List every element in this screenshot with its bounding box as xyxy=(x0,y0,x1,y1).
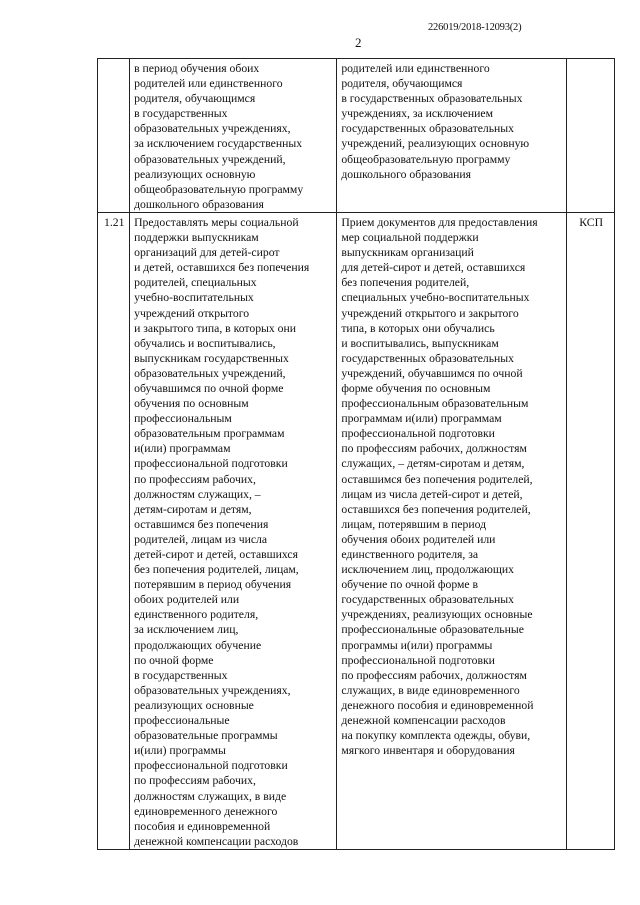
cell-text-line: потерявшим в период обучения xyxy=(134,578,292,592)
cell-text-line: учреждениях, реализующих основные xyxy=(341,608,533,622)
cell-text-line: продолжающих обучение xyxy=(134,638,262,652)
cell-text-line: дошкольного образования xyxy=(341,167,472,181)
cell-text-line: за исключением государственных xyxy=(134,137,303,151)
cell-text-line: детям-сиротам и детям, xyxy=(134,502,252,516)
cell-text-line: учреждений, обучавшимся по очной xyxy=(341,366,523,380)
cell-text-line: и(или) программам xyxy=(134,442,231,456)
cell-text-line: учреждений, реализующих основную xyxy=(341,137,530,151)
cell-text-line: родителей или единственного xyxy=(341,62,490,75)
cell-text-line: профессиональной подготовки xyxy=(341,427,495,441)
cell-text-line: лицам из числа детей-сирот и детей, xyxy=(341,487,523,501)
table-body xyxy=(98,59,615,850)
cell-text-line: учреждений открытого xyxy=(134,306,250,320)
cell-text-line: единственного родителя, за xyxy=(341,548,479,561)
cell-text-line: государственных образовательных xyxy=(341,122,514,136)
description-cell xyxy=(130,212,337,849)
cell-text-line: и закрытого типа, в которых они xyxy=(134,321,297,335)
cell-text-line: учреждениях, за исключением xyxy=(341,107,493,121)
cell-text-line: профессиональным образовательным xyxy=(341,397,529,411)
cell-text-line: образовательных учреждений, xyxy=(134,366,286,380)
cell-text-line: образовательным программам xyxy=(134,427,285,441)
cell-text-line: образовательных учреждениях, xyxy=(134,683,291,697)
cell-text-line: по очной форме xyxy=(134,653,214,667)
cell-text-line: поддержки выпускникам xyxy=(134,231,259,245)
cell-text-line: по профессиям рабочих, должностям xyxy=(341,442,527,456)
cell-text-line: родителя, обучающимся xyxy=(134,92,256,106)
cell-text-line: родителей или единственного xyxy=(134,77,283,91)
cell-text-line: реализующих основные xyxy=(134,698,254,712)
cell-text-line: должностям служащих, – xyxy=(134,487,261,501)
cell-text-line: и детей, оставшихся без попечения xyxy=(134,261,310,275)
cell-text-line: мягкого инвентаря и оборудования xyxy=(341,744,515,758)
cell-text-line: мер социальной поддержки xyxy=(341,231,479,245)
cell-text-line: образовательных учреждений, xyxy=(134,152,286,166)
cell-text-line: профессиональные xyxy=(134,714,230,728)
cell-text-line: профессиональным xyxy=(134,412,232,426)
cell-text-line: программам и(или) программам xyxy=(341,412,502,426)
cell-text-line: обучались и воспитывались, xyxy=(134,336,276,350)
cell-text-line: профессиональной подготовки xyxy=(341,653,495,667)
cell-text-line: образовательные программы xyxy=(134,729,278,743)
cell-text-line: в государственных образовательных xyxy=(341,92,523,106)
cell-text-line: родителей, специальных xyxy=(134,276,257,290)
cell-text-line: исключением лиц, продолжающих xyxy=(341,563,514,577)
cell-text-line: за исключением лиц, xyxy=(134,623,239,637)
services-table xyxy=(97,58,615,850)
cell-text-line: для детей-сирот и детей, оставшихся xyxy=(341,261,526,275)
cell-text-line: в государственных xyxy=(134,107,228,121)
cell-text-line: обучавшимся по очной форме xyxy=(134,381,284,395)
cell-text-line: типа, в которых они обучались xyxy=(341,321,495,335)
cell-text-line: и воспитывались, выпускникам xyxy=(341,336,499,350)
cell-text-line: денежной компенсации расходов xyxy=(134,834,299,848)
cell-text-line: единственного родителя, xyxy=(134,608,259,622)
cell-text-line: по профессиям рабочих, xyxy=(134,472,256,486)
cell-text-line: форме обучения по основным xyxy=(341,381,491,395)
cell-text-line: программы и(или) программы xyxy=(341,638,493,652)
cell-text-line: обоих родителей или xyxy=(134,593,240,607)
page-number: 2 xyxy=(355,35,362,50)
cell-text-line: дошкольного образования xyxy=(134,197,264,211)
cell-text-line: в государственных xyxy=(134,668,228,682)
cell-text-line: общеобразовательную программу xyxy=(341,152,511,166)
service-cell xyxy=(337,212,567,849)
cell-text-line: государственных образовательных xyxy=(341,351,514,365)
cell-text-line: профессиональной подготовки xyxy=(134,457,288,471)
row-number-cell: 1.21 xyxy=(98,212,130,849)
cell-text-line: денежной компенсации расходов xyxy=(341,714,506,728)
cell-text-line: в период обучения обоих xyxy=(134,62,260,75)
table-row xyxy=(98,59,615,213)
cell-text-line: выпускникам государственных xyxy=(134,351,289,365)
cell-text-line: лицам, потерявшим в период xyxy=(341,517,487,531)
cell-text-line: обучения по основным xyxy=(134,397,249,411)
cell-text-line: на покупку комплекта одежды, обуви, xyxy=(341,729,531,743)
code-cell: КСП xyxy=(567,212,615,849)
cell-text-line: детей-сирот и детей, оставшихся xyxy=(134,548,298,561)
cell-text-line: Предоставлять меры социальной xyxy=(134,215,299,229)
cell-text-line: служащих, в виде единовременного xyxy=(341,683,520,697)
cell-text-line: оставшимся без попечения xyxy=(134,517,269,531)
document-code: 226019/2018-12093(2) xyxy=(428,22,522,33)
cell-text-line: специальных учебно-воспитательных xyxy=(341,291,530,305)
code-cell xyxy=(567,59,615,213)
cell-text-line: государственных образовательных xyxy=(341,593,514,607)
cell-text-line: денежного пособия и единовременной xyxy=(341,698,534,712)
cell-text-line: и(или) программы xyxy=(134,744,226,758)
cell-text-line: профессиональные образовательные xyxy=(341,623,524,637)
service-cell xyxy=(337,59,567,213)
cell-text-line: учреждений открытого и закрытого xyxy=(341,306,519,320)
cell-text-line: оставшимся без попечения родителей, xyxy=(341,472,533,486)
cell-text-line: единовременного денежного xyxy=(134,804,278,818)
table-row xyxy=(98,212,615,849)
cell-text-line: общеобразовательную программу xyxy=(134,182,304,196)
cell-text-line: Прием документов для предоставления xyxy=(341,215,538,229)
cell-text-line: профессиональной подготовки xyxy=(134,759,288,773)
cell-text-line: родителей, лицам из числа xyxy=(134,532,268,546)
cell-text-line: пособия и единовременной xyxy=(134,819,271,833)
cell-text-line: реализующих основную xyxy=(134,167,256,181)
cell-text-line: по профессиям рабочих, xyxy=(134,774,256,788)
cell-text-line: по профессиям рабочих, должностям xyxy=(341,668,527,682)
cell-text-line: учебно-воспитательных xyxy=(134,291,254,305)
cell-text-line: родителя, обучающимся xyxy=(341,77,463,91)
cell-text-line: организаций для детей-сирот xyxy=(134,246,280,260)
cell-text-line: обучения обоих родителей или xyxy=(341,532,496,546)
cell-text-line: оставшихся без попечения родителей, xyxy=(341,502,531,516)
cell-text-line: должностям служащих, в виде xyxy=(134,789,287,803)
cell-text-line: без попечения родителей, лицам, xyxy=(134,563,299,577)
description-cell xyxy=(130,59,337,213)
row-number-cell xyxy=(98,59,130,213)
cell-text-line: без попечения родителей, xyxy=(341,276,470,290)
cell-text-line: выпускникам организаций xyxy=(341,246,474,260)
cell-text-line: обучение по очной форме в xyxy=(341,578,479,592)
cell-text-line: служащих, – детям-сиротам и детям, xyxy=(341,457,525,471)
cell-text-line: образовательных учреждениях, xyxy=(134,122,291,136)
